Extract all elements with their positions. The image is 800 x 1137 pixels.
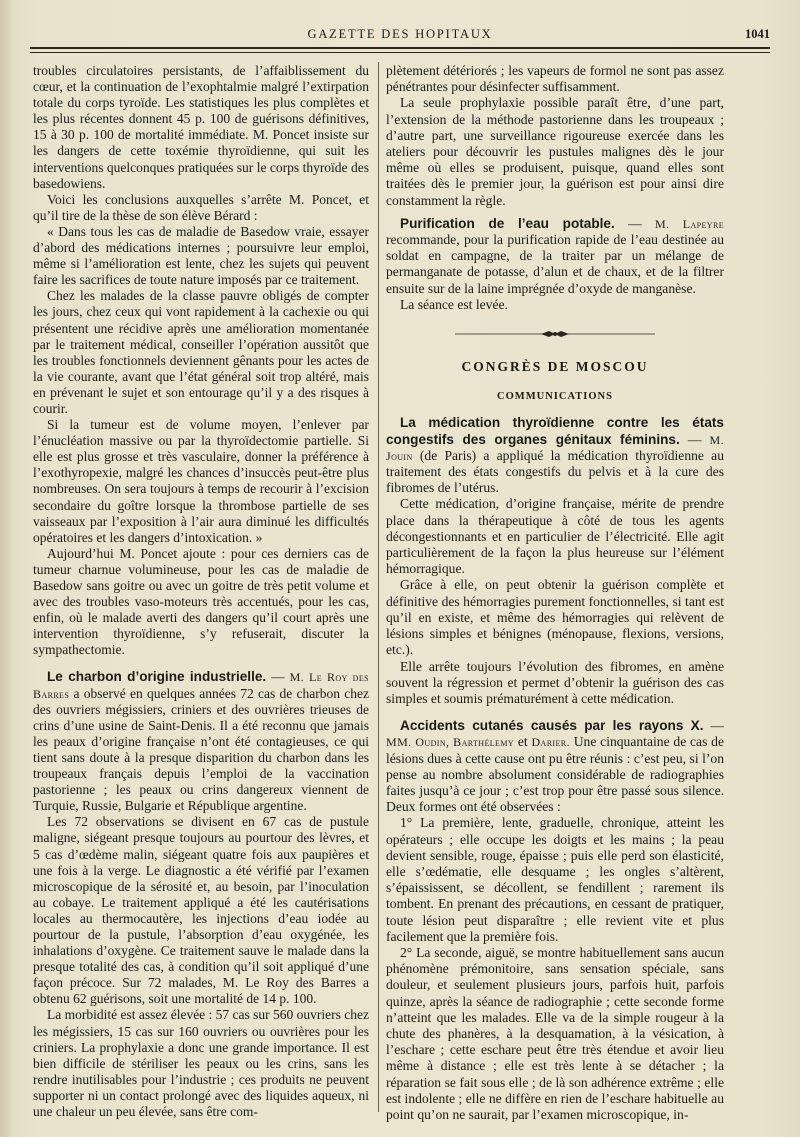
paragraph: Les 72 observations se divisent en 67 cas de pustule maligne, siégeant presque toujours au pourtour des lèvres, et 5 cas d’œdème malin, siégeant quatre fois aux paupières et une fois à la verge. Le diagnostic a été vérifié par l’examen microscopique de la sérosité et, au besoin, par l’inoculation au cobaye. Le traitement appliqué a été les cautérisations locales au thermocautère, les injections d’eau iodée au pourtour de la pustule, l’absorption d’eau oxygénée, les inhalations d’oxygène. Ce traitement sauve le malade dans la presque totalité des cas, à condition qu’il soit appliqué d’une façon précoce. Sur 72 malades, M. Le Roy des Barres a obtenu 62 guérisons, soit une mortalité de 14 p. 100. [33, 814, 369, 1007]
article-heading: Purification de l’eau potable. [400, 215, 615, 231]
header-rule-thin [30, 52, 770, 53]
paragraph: Grâce à elle, on peut obtenir la guérison complète et définitive des hémorragies purement fonctionnelles, si tant est qu’il en existe, et même des hémorragies qui relèvent de lésions simples et bénignes (ménopause, flexions, versions, etc.). [386, 577, 724, 658]
ornament-divider-icon [455, 329, 655, 339]
quote-paragraph: Chez les malades de la classe pauvre obligés de compter les jours, chez ceux qui vont rapidement à la cachexie ou qui présentent une récidive après une amélioration momentanée par le traitement médical, conseiller l’opération aussitôt que les troubles fonctionnels deviennent gênants pour les actes de la vie courante, avant que l’état général soit trop altéré, mais en prévenant le sujet et son entourage qu’il y a des risques à courir. [33, 288, 369, 416]
left-column [33, 63, 369, 1120]
right-column [386, 63, 724, 1123]
conjunction: et [517, 734, 528, 750]
author-name: MM. Oudin, Barthélemy [386, 735, 515, 750]
paragraph-text: recommande, pour la purification rapide de l’eau destinée au soldat en campagne, de la traiter par un mélange de permanganate de potasse, d’alun et de chaux, et de la filtrer ensuite sur de la laine imprégnée d’oxyde de manganèse. [386, 232, 724, 296]
author-name: Darier. [531, 735, 570, 750]
paragraph: 2° La seconde, aiguë, se montre habituellement sans aucun phénomène prémonitoire, sans sensation spéciale, sans douleur, et seulement plusieurs jours, parfois huit, parfois quinze, après la séance de radiographie ; cette seconde forme n’atteint que les malades. Elle va de la simple rougeur à la chute des phanères, à la desquamation, à la vésication, à l’eschare ; cette eschare peut être très étendue et avoir lieu même à distance ; elle est très lente à se détacher ; la réparation se fait sous elle ; de là son adhérence extrême ; elle est indolente ; elle ne diffère en rien de l’eschare habituelle au point qu’on ne saurait, par l’examen microscopique, in- [386, 944, 724, 1122]
article-heading: Accidents cutanés causés par les rayons X. [400, 718, 704, 734]
column-divider [378, 62, 379, 1112]
article-eau: Purification de l’eau potable. — M. Lapeyre recommande, pour la purification rapide de l’eau destinée au soldat en campagne, de la traiter par un mélange de permanganate de potasse, d’alun et de chaux, et de la filtrer ensuite sur de la laine imprégnée d’oxyde de manganèse. [386, 215, 725, 296]
paragraph: La seule prophylaxie possible paraît être, d’une part, l’extension de la méthode pastorienne dans les troupeaux ; d’autre part, une surveillance rigoureuse exercée dans les ateliers pour découvrir les pustules malignes dès le jour même où elles se produisent, puisque, quand elles sont traitées dès le premier jour, la guérison est pour ainsi dire constamment la règle. [386, 95, 724, 208]
quote-paragraph: Si la tumeur est de volume moyen, l’enlever par l’énucléation massive ou par la thyroïdectomie partielle. Si elle est plus grosse et très vasculaire, donner la préférence à l’exothyropexie, malgré les chances d’insuccès peut-être plus nombreuses. On sera toujours à temps de recourir à l’excision secondaire du goître lorsque la thrombose partielle de ses vaisseaux par l’exposition à l’air aura diminué les difficultés opératoires et les dangers d’intoxication. » [33, 417, 369, 545]
subsection-title: COMMUNICATIONS [497, 391, 613, 403]
paragraph-text: (de Paris) a appliqué la médication thyroïdienne au traitement des états congestifs du pelvis et à la cure des fibromes de l’utérus. [386, 447, 724, 496]
paragraph: plètement détériorés ; les vapeurs de formol ne sont pas assez pénétrantes pour désinfecter suffisamment. [386, 63, 724, 95]
page-header [30, 27, 770, 43]
paragraph: 1° La première, lente, graduelle, chronique, atteint les opérateurs ; elle occupe les doigts et les mains ; la peau devient sensible, rouge, épaisse ; puis elle perd son élasticité, elle s’œdématie, elle desquame ; les ongles s’altèrent, s’épaississent, se décollent, se fendillent ; rarement ils tombent. En prenant des précautions, en cessant de pratiquer, toute lésion peut disparaître ; elle revient vite et plus facilement que la première fois. [386, 815, 724, 944]
article-heading: Le charbon d’origine industrielle. [47, 669, 267, 685]
paragraph: Aujourd’hui M. Poncet ajoute : pour ces derniers cas de tumeur charnue volumineuse, pour les cas de maladie de Basedow sans goitre ou avec un goitre de très petit volume et avec des troubles vaso-moteurs très accentués, pour les cas, enfin, où le malade averti des dangers qu’il court après une intervention thyroïdienne, s’y refuserait, discuter la sympathectomie. [33, 545, 369, 658]
article-medication: La médication thyroïdienne contre les états congestifs des organes génitaux féminins. — M. Jouin (de Paris) a appliqué la médication thyroïdienne au traitement des états congestifs du pelvis et à la cure des fibromes de l’utérus. [386, 415, 724, 496]
article-accidents: Accidents cutanés causés par les rayons X. — MM. Oudin, Barthélemy et Darier. Une cinquantaine de cas de lésions dues à cette cause ont pu être réunis : c’est peu, si l’on pense au nombre absolument considérable de radiographies faites jusqu’à ce jour ; c’est trop pour être passé sous silence. Deux formes ont été observées : [386, 718, 724, 815]
page-number: 1041 [745, 27, 770, 41]
paragraph: Elle arrête toujours l’évolution des fibromes, en amène souvent la régression et permet d’obtenir la guérison des cas simples et soumis prématurément à cette médication. [386, 658, 724, 706]
author-name: M. Lapeyre [654, 216, 725, 231]
author-name: M. Jouin [386, 432, 724, 463]
paragraph-text: a observé en quelques années 72 cas de charbon chez des ouvriers mégissiers, criniers et des ouvrières trieuses de crins d’une usine de Saint-Denis. Il a été reconnu que jamais les peaux d’origine française n’ont été contagieuses, ce qui tient sans doute à la presque disparition du charbon dans les troupeaux français depuis l’emploi de la vaccination pastorienne ; les peaux ou crins dangereux viennent de Turquie, Russie, Bulgarie et République argentine. [33, 685, 370, 814]
paragraph-text: Une cinquantaine de cas de lésions dues à cette cause ont pu être réunis : c’est peu, si l’on pense au nombre absolument considérable de radiographies faites jusqu’à ce jour ; c’est trop pour être passé sous silence. Deux formes ont été observées : [386, 734, 724, 815]
header-rule-thick [30, 47, 770, 49]
section-title: CONGRÈS DE MOSCOU [461, 359, 649, 375]
paragraph: Voici les conclusions auxquelles s’arrête M. Poncet, et qu’il tire de la thèse de son élève Bérard : [33, 191, 369, 223]
paragraph: La morbidité est assez élevée : 57 cas sur 560 ouvriers chez les mégissiers, 15 cas sur 160 ouvriers ou ouvrières pour les criniers. La prophylaxie a donc une grande importance. Il est bien difficile de stériliser les peaux ou les crins, sans les rendre inutilisables pour l’industrie ; ces produits ne peuvent supporter ni un contact prolongé avec des liquides aqueux, ni une chaleur un peu élevée, sans être com- [33, 1007, 370, 1119]
paragraph: troubles circulatoires persistants, de l’affaiblissement du cœur, et la continuation de l’exophtalmie malgré l’extirpation totale du corps tyroïde. Les statistiques les plus complètes et les plus récentes donnent 45 p. 100 de guérisons définitives, 15 à 30 p. 100 de mortalité immédiate. M. Poncet insiste sur les dangers de cette toxémie thyroïdienne, qui suit les interventions quelconques pratiquées sur le corps thyroïde des basedowiens. [33, 63, 369, 191]
article-heading: La médication thyroïdienne contre les états congestifs des organes génitaux féminins. [386, 415, 724, 447]
closing-line: La séance est levée. [400, 296, 508, 312]
publication-title: GAZETTE DES HOPITAUX [307, 27, 493, 41]
quote-paragraph: « Dans tous les cas de maladie de Basedow vraie, essayer d’abord des médications internes ; poursuivre leur emploi, même si l’amélioration est lente, chez les sujets qui peuvent faire les sacrifices de toute nature imposés par ce traitement. [33, 223, 369, 288]
author-name: M. Le Roy des Barres [33, 670, 369, 701]
paragraph: Cette médication, d’origine française, mérite de prendre place dans la thérapeutique à côté de tous les agents décongestionnants et en particulier de l’électricité. Elle agit particulièrement de la façon la plus heureuse sur l’élément hémorragique. [386, 496, 724, 577]
article-charbon: Le charbon d’origine industrielle. — M. Le Roy des Barres a observé en quelques années 72 cas de charbon chez des ouvriers mégissiers, criniers et des ouvrières trieuses de crins d’une usine de Saint-Denis. Il a été reconnu que jamais les peaux d’origine française n’ont été contagieuses, ce qui tient sans doute à la presque disparition du charbon dans les troupeaux français depuis l’emploi de la vaccination pastorienne ; les peaux ou crins dangereux viennent de Turquie, Russie, Bulgarie et République argentine. [33, 669, 370, 814]
